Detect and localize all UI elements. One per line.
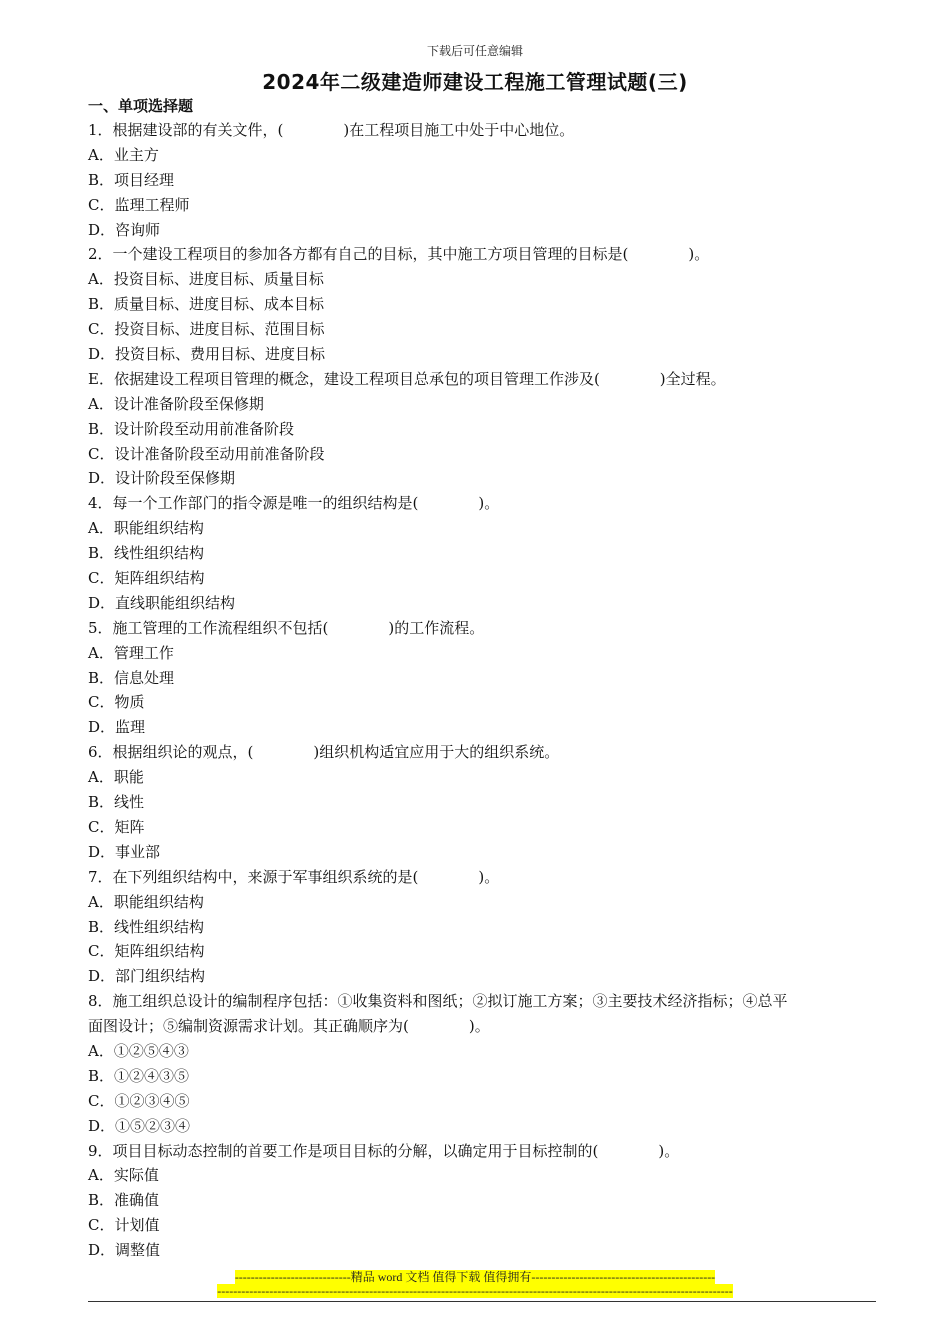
- header-note: 下载后可任意编辑: [426, 44, 523, 58]
- answer-option: D．直线职能组织结构: [88, 593, 236, 612]
- answer-option: B．设计阶段至动用前准备阶段: [88, 419, 295, 438]
- answer-option: A．职能: [88, 768, 144, 787]
- answer-option: C．①②③④⑤: [88, 1091, 190, 1110]
- answer-option: D．投资目标、费用目标、进度目标: [88, 345, 326, 364]
- answer-option: C．设计准备阶段至动用前准备阶段: [88, 444, 325, 463]
- question-text: 5．施工管理的工作流程组织不包括( )的工作流程。: [88, 618, 485, 637]
- answer-option: C．投资目标、进度目标、范围目标: [88, 320, 325, 339]
- answer-option: B．线性: [88, 793, 145, 812]
- section-heading: 一、单项选择题: [88, 97, 194, 115]
- answer-option: D．咨询师: [88, 220, 161, 239]
- document-title: 2024年二级建造师建设工程施工管理试题(三): [262, 70, 688, 94]
- answer-option: C．矩阵组织结构: [88, 942, 205, 961]
- answer-option: D．事业部: [88, 842, 161, 861]
- answer-option: D．①⑤②③④: [88, 1116, 191, 1135]
- answer-option: A．投资目标、进度目标、质量目标: [88, 270, 324, 289]
- footer-dash-text: ---------------------------------------------------------------------------------------------------------------------------------: [217, 1284, 733, 1298]
- answer-option: A．职能组织结构: [88, 892, 204, 911]
- answer-option: B．质量目标、进度目标、成本目标: [88, 295, 325, 314]
- answer-option: B．准确值: [88, 1191, 160, 1210]
- answer-option: B．①②④③⑤: [88, 1066, 190, 1085]
- question-text: 4．每一个工作部门的指令源是唯一的组织结构是( )。: [88, 494, 500, 513]
- answer-option: D．调整值: [88, 1241, 161, 1260]
- footer-banner-text: -----------------------------精品 word 文档 值得下载 值得拥有----------------------------------------------: [234, 1270, 716, 1284]
- answer-option: C．物质: [88, 693, 145, 712]
- answer-option: A．实际值: [88, 1166, 159, 1185]
- question-text: 6．根据组织论的观点，( )组织机构适宜应用于大的组织系统。: [88, 743, 560, 762]
- footer-rule: [88, 1301, 876, 1302]
- question-text: E．依据建设工程项目管理的概念，建设工程项目总承包的项目管理工作涉及( )全过程。: [88, 369, 726, 388]
- answer-option: C．矩阵: [88, 817, 145, 836]
- answer-option: A．管理工作: [88, 643, 174, 662]
- answer-option: A．业主方: [88, 145, 159, 164]
- answer-option: C．计划值: [88, 1216, 160, 1235]
- question-text: 2．一个建设工程项目的参加各方都有自己的目标，其中施工方项目管理的目标是( )。: [88, 245, 710, 264]
- question-text: 面图设计；⑤编制资源需求计划。其正确顺序为( )。: [88, 1017, 490, 1036]
- question-list: [88, 118, 888, 1263]
- question-text: 7．在下列组织结构中，来源于军事组织系统的是( )。: [88, 867, 500, 886]
- answer-option: B．信息处理: [88, 668, 175, 687]
- question-text: 9．项目目标动态控制的首要工作是项目目标的分解，以确定用于目标控制的( )。: [88, 1141, 680, 1160]
- answer-option: A．职能组织结构: [88, 519, 204, 538]
- answer-option: D．监理: [88, 718, 146, 737]
- answer-option: C．矩阵组织结构: [88, 569, 205, 588]
- answer-option: B．线性组织结构: [88, 544, 205, 563]
- footer-banner: [0, 1268, 950, 1285]
- answer-option: D．部门组织结构: [88, 967, 206, 986]
- answer-option: D．设计阶段至保修期: [88, 469, 236, 488]
- answer-option: A．设计准备阶段至保修期: [88, 394, 264, 413]
- question-text: 1．根据建设部的有关文件，( )在工程项目施工中处于中心地位。: [88, 121, 575, 139]
- answer-option: B．线性组织结构: [88, 917, 205, 936]
- answer-option: A．①②⑤④③: [88, 1041, 189, 1060]
- answer-option: B．项目经理: [88, 170, 175, 189]
- question-text: 8．施工组织总设计的编制程序包括：①收集资料和图纸；②拟订施工方案；③主要技术经济指标；④总平: [88, 992, 788, 1011]
- answer-option: C．监理工程师: [88, 195, 190, 214]
- footer-dash-line: [0, 1284, 950, 1299]
